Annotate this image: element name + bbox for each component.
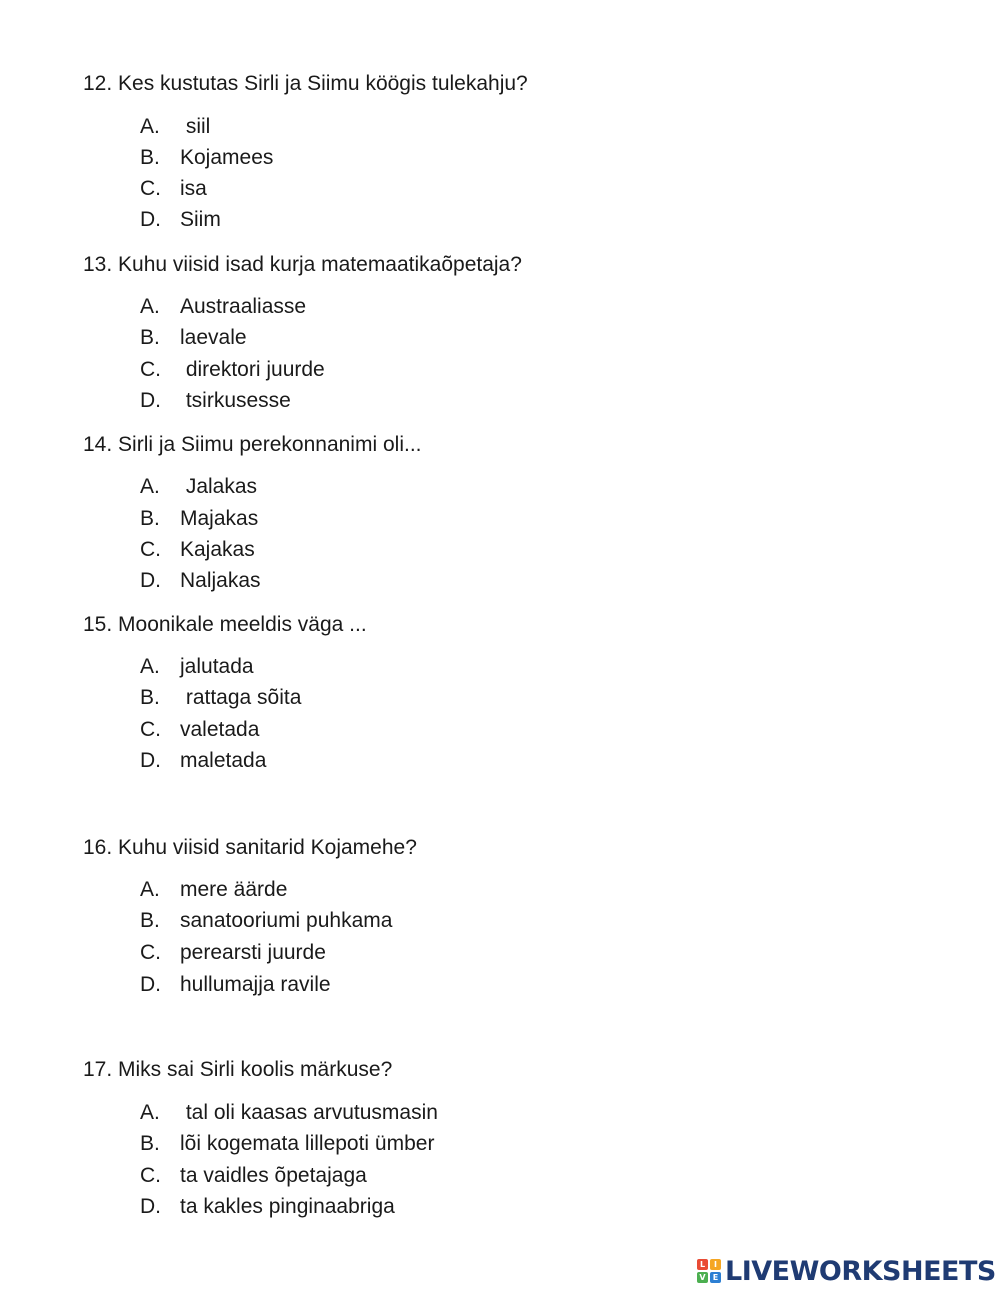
q14-option-a[interactable] <box>140 475 257 499</box>
q16-option-b[interactable] <box>140 909 392 933</box>
q15-option-b[interactable] <box>140 686 301 710</box>
logo-mark-e: E <box>710 1272 721 1283</box>
logo-mark-v: V <box>697 1272 708 1283</box>
option-letter: D. <box>140 569 161 592</box>
option-text: laevale <box>180 326 247 349</box>
option-text: sanatooriumi puhkama <box>180 909 393 932</box>
option-text: rattaga sõita <box>180 686 302 709</box>
option-letter: D. <box>140 389 161 412</box>
option-text: direktori juurde <box>180 358 325 381</box>
q16-option-c[interactable] <box>140 941 326 965</box>
option-text: hullumajja ravile <box>180 973 331 996</box>
option-text: Jalakas <box>180 475 258 498</box>
question-14: 14. Sirli ja Siimu perekonnanimi oli... <box>83 433 422 456</box>
option-letter: A. <box>140 295 160 318</box>
option-letter: A. <box>140 655 160 678</box>
option-letter: C. <box>140 1164 161 1187</box>
option-text: siil <box>180 115 211 138</box>
question-17: 17. Miks sai Sirli koolis märkuse? <box>83 1058 393 1081</box>
option-letter: B. <box>140 909 160 932</box>
option-text: Kojamees <box>180 146 274 169</box>
option-letter: C. <box>140 718 161 741</box>
q13-option-a[interactable] <box>140 295 306 319</box>
q12-option-a[interactable] <box>140 115 210 139</box>
option-letter: D. <box>140 1195 161 1218</box>
option-letter: B. <box>140 146 160 169</box>
option-text: lõi kogemata lillepoti ümber <box>180 1132 435 1155</box>
q14-option-d[interactable] <box>140 569 261 593</box>
option-text: ta vaidles õpetajaga <box>180 1164 367 1187</box>
q15-option-a[interactable] <box>140 655 254 679</box>
logo-mark-l: L <box>697 1259 708 1270</box>
option-text: jalutada <box>180 655 254 678</box>
q13-option-d[interactable] <box>140 389 291 413</box>
option-letter: D. <box>140 973 161 996</box>
option-letter: C. <box>140 538 161 561</box>
q16-option-d[interactable] <box>140 973 331 997</box>
option-letter: C. <box>140 358 161 381</box>
q13-option-c[interactable] <box>140 358 325 382</box>
q13-option-b[interactable] <box>140 326 247 350</box>
option-letter: A. <box>140 475 160 498</box>
option-text: valetada <box>180 718 260 741</box>
q16-option-a[interactable] <box>140 878 287 902</box>
option-letter: A. <box>140 1101 160 1124</box>
option-letter: C. <box>140 941 161 964</box>
logo-text: LIVEWORKSHEETS <box>725 1255 996 1287</box>
option-letter: A. <box>140 878 160 901</box>
logo-mark-i: I <box>710 1259 721 1270</box>
option-text: Kajakas <box>180 538 255 561</box>
q12-option-b[interactable] <box>140 146 273 170</box>
option-text: mere äärde <box>180 878 288 901</box>
q15-option-d[interactable] <box>140 749 266 773</box>
option-letter: C. <box>140 177 161 200</box>
q17-option-b[interactable] <box>140 1132 434 1156</box>
question-12: 12. Kes kustutas Sirli ja Siimu köögis tulekahju? <box>83 72 528 95</box>
option-letter: D. <box>140 208 161 231</box>
q15-option-c[interactable] <box>140 718 259 742</box>
question-13: 13. Kuhu viisid isad kurja matemaatikaõpetaja? <box>83 253 522 276</box>
q14-option-c[interactable] <box>140 538 255 562</box>
option-text: tal oli kaasas arvutusmasin <box>180 1101 438 1124</box>
option-text: maletada <box>180 749 267 772</box>
option-text: Naljakas <box>180 569 261 592</box>
option-letter: B. <box>140 507 160 530</box>
option-text: isa <box>180 177 207 200</box>
option-text: tsirkusesse <box>180 389 291 412</box>
q14-option-b[interactable] <box>140 507 258 531</box>
option-text: Austraaliasse <box>180 295 307 318</box>
option-letter: B. <box>140 1132 160 1155</box>
option-letter: A. <box>140 115 160 138</box>
option-text: ta kakles pinginaabriga <box>180 1195 395 1218</box>
q17-option-a[interactable] <box>140 1101 438 1125</box>
option-text: Majakas <box>180 507 259 530</box>
q17-option-c[interactable] <box>140 1164 367 1188</box>
q12-option-c[interactable] <box>140 177 207 201</box>
option-text: Siim <box>180 208 221 231</box>
liveworksheets-logo <box>697 1256 996 1286</box>
option-letter: D. <box>140 749 161 772</box>
q12-option-d[interactable] <box>140 208 221 232</box>
option-text: perearsti juurde <box>180 941 326 964</box>
question-16: 16. Kuhu viisid sanitarid Kojamehe? <box>83 836 417 859</box>
option-letter: B. <box>140 326 160 349</box>
option-letter: B. <box>140 686 160 709</box>
logo-mark-icon <box>697 1259 721 1283</box>
q17-option-d[interactable] <box>140 1195 395 1219</box>
question-15: 15. Moonikale meeldis väga ... <box>83 613 367 636</box>
